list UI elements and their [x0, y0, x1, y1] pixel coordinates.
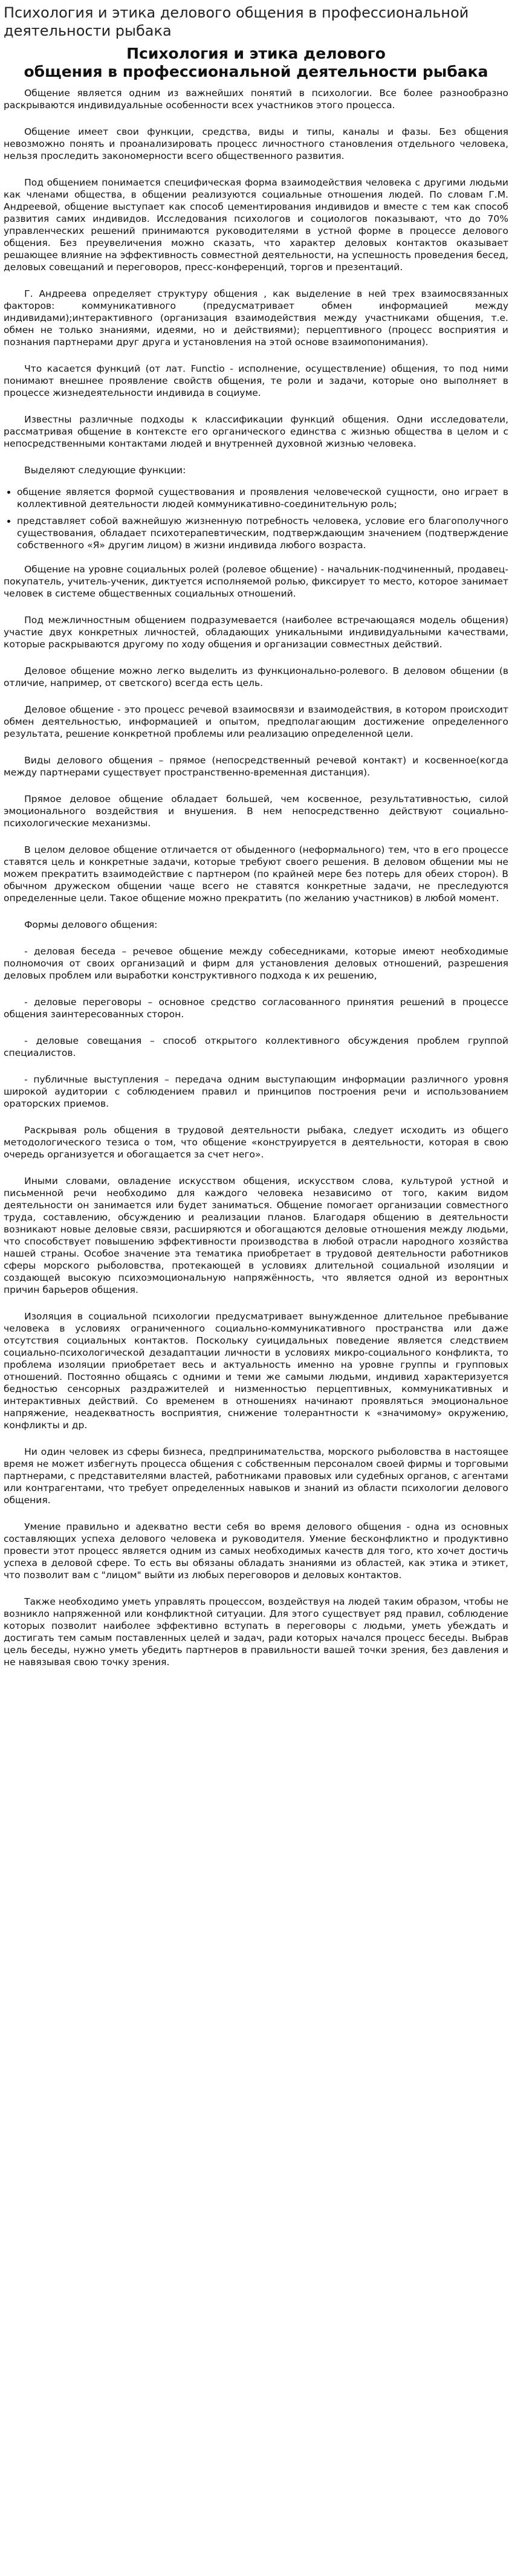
paragraph: Прямое деловое общение обладает большей, чем косвенное, результативностью, силой эмоционального воздействия и внушения. В нем непосредственно действуют социально-психологические механизмы. — [4, 794, 508, 829]
paragraph: Также необходимо уметь управлять процессом, воздействуя на людей таким образом, чтобы не возникло напряженной или конфликтной ситуации. Для этого существует ряд правил, соблюдение которых позволит наиболее эффективно вступать в переговоры с людьми, уметь убеждать и достигать тем самым поставленных целей и задач, ради которых начался процесс беседы. Выбрав цель беседы, нужно уметь убедить партнеров в правильности вашей точки зрения, без давления и не навязывая свою точку зрения. — [4, 1596, 508, 1668]
paragraph: - деловые переговоры – основное средство согласованного принятия решений в процессе общения заинтересованных сторон. — [4, 997, 508, 1020]
document-title-line-2: общения в профессиональной деятельности рыбака — [24, 63, 488, 80]
body-section-b — [4, 563, 508, 1668]
paragraph: Общение является одним из важнейших понятий в психологии. Все более разнообразно раскрываются индивидуальные особенности всех участников этого процесса. — [4, 88, 508, 111]
paragraph: - деловые совещания – способ открытого коллективного обсуждения проблем группой специалистов. — [4, 1035, 508, 1058]
paragraph: Что касается функций (от лат. Functio - исполнение, осуществление) общения, то под ними понимают внешнее проявление свойств общения, те роли и задачи, которые оно выполняет в процессе жизнедеятельности индивида в социуме. — [4, 363, 508, 398]
functions-list — [4, 486, 508, 551]
document-title-line-1: Психология и этика делового — [126, 45, 386, 62]
paragraph: Известны различные подходы к классификации функций общения. Одни исследователи, рассматривая общение в контексте его органического единства с жизнью общества в целом и с непосредственными контактами людей и внутренней духовной жизнью человека. — [4, 414, 508, 449]
paragraph: - публичные выступления – передача одним выступающим информации различного уровня широкой аудитории с соблюдением правил и принципов построения речи и использованием ораторских приемов. — [4, 1074, 508, 1109]
list-item: • представляет собой важнейшую жизненную потребность человека, условие его благополучного существования, обладает психотерапевтическим, подтверждающим значением (подтверждение собственного «Я» другим лицом) в жизни индивида любого возраста. — [17, 515, 508, 551]
body-section-a — [4, 87, 508, 476]
paragraph: Г. Андреева определяет структуру общения , как выделение в ней трех взаимосвязанных факторов: коммуникативного (предусматривает обмен информацией между индивидами);интерактивного (организация взаимодействия между участниками общения, т.е. обмен не только знаниями, идеями, но и действиями); перцептивного (процесс восприятия и познания партнерами друг друга и установления на этой основе взаимопонимания). — [4, 288, 508, 348]
paragraph: - деловая беседа – речевое общение между собеседниками, которые имеют необходимые полномочия от своих организаций и фирм для установления деловых отношений, разрешения деловых проблем или выработки конструктивного подхода к их решению, — [4, 946, 508, 981]
paragraph: Под общением понимается специфическая форма взаимодействия человека с другими людьми как членами общества, в общении реализуются социальные отношения людей. По словам Г.М. Андреевой, общение выступает как способ цементирования индивидов и вместе с тем как способ развития самих индивидов. Исследования психологов и социологов показывают, что до 70% управленческих решений принимаются руководителями в устной форме в процессе делового общения. Без преувеличения можно сказать, что характер деловых контактов оказывает решающее влияние на эффективность совместной деятельности, на успешность проведения бесед, деловых совещаний и переговоров, пресс-конференций, торгов и презентаций. — [4, 177, 508, 273]
paragraph: Деловое общение можно легко выделить из функционально-ролевого. В деловом общении (в отличие, например, от светского) всегда есть цель. — [4, 665, 508, 688]
paragraph: Общение имеет свои функции, средства, виды и типы, каналы и фазы. Без общения невозможно понять и проанализировать процесс личностного становления отдельного человека, нельзя проследить закономерности всего общественного развития. — [4, 126, 508, 161]
paragraph: Раскрывая роль общения в трудовой деятельности рыбака, следует исходить из общего методологического тезиса о том, что общение «конструируется в деятельности, которая в свою очередь организуется и обогащается за счет него». — [4, 1125, 508, 1160]
paragraph: Изоляция в социальной психологии предусматривает вынужденное длительное пребывание человека в условиях ограниченного социально-коммуникативного пространства или даже отсутствия социальных контактов. Поскольку суицидальных поведение является следствием социально-психологической дезадаптации личности в условиях микро-социального конфликта, то проблема изоляции приобретает весь и актуальность именно на уровне группы и групповых отношений. Постоянно общаясь с одними и теми же самыми людьми, индивид характеризуется бедностью сенсорных раздражителей и низменностью перцептивных, коммуникативных и интерактивных действий. Со временем в отношениях начинают проявляться эмоциональное напряжение, неадекватность восприятия, снижение толерантности к «значимому» окружению, конфликты и др. — [4, 1311, 508, 1431]
paragraph: Под межличностным общением подразумевается (наиболее встречающаяся модель общения) участие двух конкретных личностей, обладающих уникальными индивидуальными качествами, которые раскрываются другому по ходу общения и организации совместных действий. — [4, 615, 508, 650]
paragraph: Виды делового общения – прямое (непосредственный речевой контакт) и косвенное(когда между партнерами существует пространственно-временная дистанция). — [4, 755, 508, 778]
paragraph: Ни один человек из сферы бизнеса, предпринимательства, морского рыболовства в настоящее время не может избегнуть процесса общения с собственным персоналом своей фирмы и торговыми партнерами, с представителями властей, работниками правовых или судебных органов, с агентами или контрагентами, что требует определенных навыков и знаний из области психологии делового общения. — [4, 1446, 508, 1506]
document-title — [4, 45, 508, 81]
paragraph: Выделяют следующие функции: — [24, 465, 186, 476]
paragraph: Деловое общение - это процесс речевой взаимосвязи и взаимодействия, в котором происходит обмен деятельностью, информацией и опытом, предполагающим достижение определенного результата, решение конкретной проблемы или реализацию определенной цели. — [4, 704, 508, 739]
paragraph: Общение на уровне социальных ролей (ролевое общение) - начальник-подчиненный, продавец-покупатель, учитель-ученик, диктуется исполняемой ролью, фиксирует то место, которое занимает человек в системе общественных социальных отношений. — [4, 564, 508, 599]
document-page — [0, 4, 512, 1668]
list-item: • общение является формой существования и проявления человеческой сущности, оно играет в коллективной деятельности людей коммуникативно-соединительную роль; — [17, 486, 508, 510]
paragraph: В целом деловое общение отличается от обыденного (неформального) тем, что в его процессе ставятся цель и конкретные задачи, которые требуют своего решения. В деловом общении мы не можем прекратить взаимодействие с партнером (по крайней мере без потерь для обеих сторон). В обычном дружеском общении чаще всего не ставятся конкретные задачи, не преследуются определенные цели. Такое общение можно прекратить (по желанию участников) в любой момент. — [4, 844, 508, 904]
paragraph: Иными словами, овладение искусством общения, искусством слова, культурой устной и письменной речи необходимо для каждого человека независимо от того, каким видом деятельности он занимается или будет заниматься. Общение помогает организации совместного труда, составлению, обсуждению и реализации планов. Благодаря общению в деятельности возникают новые деловые связи, расширяются и обогащаются деловые отношения между людьми, что способствует повышению эффективности производства в любой отрасли народного хозяйства нашей страны. Особое значение эта тематика приобретает в трудовой деятельности работников сферы морского рыболовства, протекающей в условиях длительной социальной изоляции и создающей высокую психоэмоциональную напряжённость, что является одной из веронтных причин барьеров общения. — [4, 1176, 508, 1295]
paragraph: Умение правильно и адекватно вести себя во время делового общения - одна из основных составляющих успеха делового человека и руководителя. Умение бесконфликтно и продуктивно провести этот процесс является одним из самых необходимых качеств для того, кто хочет достичь успеха в деловой сфере. То есть вы обязаны обладать знаниями из областей, как этика и этикет, что позволит вам с "лицом" выйти из любых переговоров и деловых контактов. — [4, 1521, 508, 1581]
page-title: Психология и этика делового общения в профессиональной деятельности рыбака — [4, 4, 469, 39]
paragraph: Формы делового общения: — [24, 919, 158, 930]
